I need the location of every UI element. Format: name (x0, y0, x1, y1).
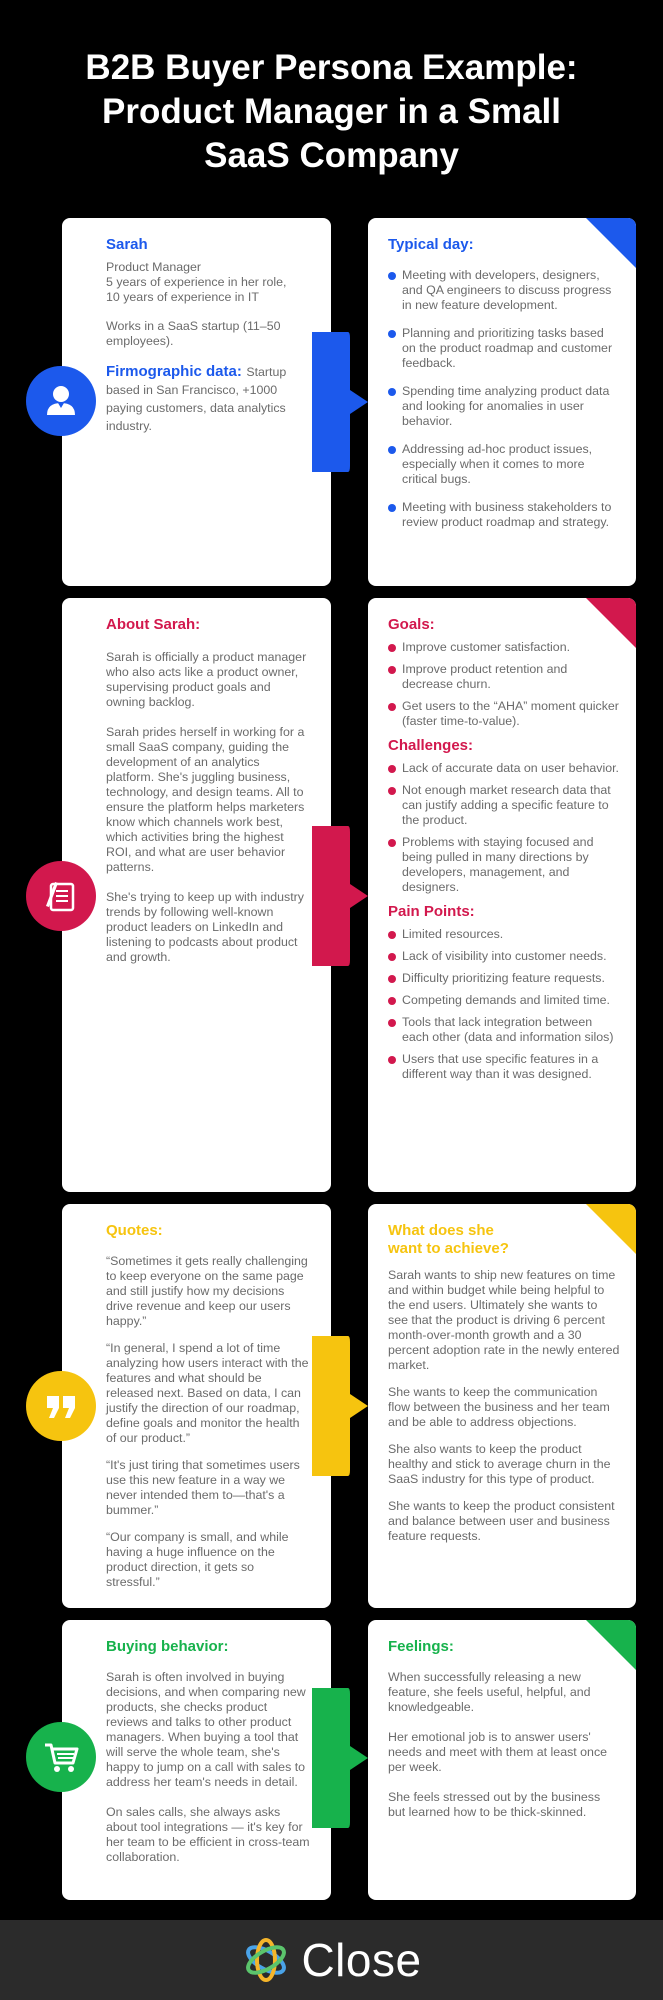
document-pen-icon (26, 861, 96, 931)
typical-day-card (368, 218, 636, 586)
title-line: Product Manager in a Small (102, 92, 561, 131)
list-item: Problems with staying focused and being pulled in many directions by developers, management, and designers. (388, 835, 620, 895)
profile-line: 5 years of experience in her role, (106, 275, 287, 289)
list-item: Not enough market research data that can justify adding a specific feature to the product. (388, 783, 620, 828)
list-item: Addressing ad-hoc product issues, especially when it comes to more critical bugs. (388, 442, 620, 487)
page-title (0, 46, 663, 178)
firmographic (106, 363, 311, 435)
profile-card (62, 218, 331, 586)
connector-bracket (312, 1688, 372, 1828)
feelings-card (368, 1620, 636, 1900)
firmographic-label: Firmographic data: (106, 363, 242, 380)
corner-accent (586, 1620, 636, 1670)
pain-points-heading: Pain Points: (388, 903, 475, 920)
about-heading: About Sarah: (106, 616, 201, 633)
list-item: Improve product retention and decrease churn. (388, 662, 620, 692)
about-paragraph: She's trying to keep up with industry trends by following well-known product leaders on LinkedIn and listening to podcasts about product and growth. (106, 890, 304, 964)
quotes-heading: Quotes: (106, 1222, 163, 1239)
quote-text: “It's just tiring that sometimes users use this new feature in a way we never intended them to—that's a bummer.” (106, 1458, 300, 1517)
list-item: Meeting with business stakeholders to review product roadmap and strategy. (388, 500, 620, 530)
buying-paragraph: Sarah is often involved in buying decisions, and when comparing new products, she checks product reviews and talks to other product managers. When buying a tool that will serve the whole team, she's happy to jump on a call with sales to address her team's needs in detail. (106, 1670, 306, 1789)
profile-line: Product Manager (106, 260, 202, 274)
quote-text: “Our company is small, and while having a huge influence on the product direction, it gets so stressful.” (106, 1530, 289, 1589)
challenges-heading: Challenges: (388, 737, 474, 754)
list-item: Tools that lack integration between each other (data and information silos) (388, 1015, 620, 1045)
achieve-card (368, 1204, 636, 1608)
title-line: B2B Buyer Persona Example: (85, 48, 578, 87)
user-icon (26, 366, 96, 436)
profile-company: Works in a SaaS startup (11–50 employees). (106, 319, 281, 348)
connector-bracket (312, 1336, 372, 1476)
shopping-cart-icon (26, 1722, 96, 1792)
footer (0, 1920, 663, 2000)
achieve-paragraph: She wants to keep the communication flow between the business and her team and be able to address objections. (388, 1385, 610, 1429)
goals-card (368, 598, 636, 1192)
achieve-paragraph: Sarah wants to ship new features on time and within budget while being helpful to the end users. Ultimately she wants to see that the product is driving 6 percent month-over-month growth and a 30 percent adoption rate in the newly entered market. (388, 1268, 620, 1372)
connector-bracket (312, 332, 372, 472)
about-paragraph: Sarah prides herself in working for a small SaaS company, guiding the development of an analytics platform. She's juggling business, technology, and design teams. All to ensure the platform helps marketers know which channels work best, which activities bring the highest ROI, and what are user behavior patterns. (106, 725, 305, 874)
list-item: Meeting with developers, designers, and QA engineers to discuss progress in new feature development. (388, 268, 620, 313)
quote-text: “In general, I spend a lot of time analyzing how users interact with the features and what should be released next. Based on data, I can justify the direction of our roadmap, define goals and monitor the health of our product.” (106, 1341, 309, 1445)
list-item: Users that use specific features in a different way than it was designed. (388, 1052, 620, 1082)
buying-heading: Buying behavior: (106, 1638, 229, 1655)
brand-name: Close (301, 1934, 422, 1986)
list-item: Competing demands and limited time. (388, 993, 620, 1008)
goals-heading: Goals: (388, 616, 435, 633)
list-item: Improve customer satisfaction. (388, 640, 620, 655)
close-logo-icon (241, 1935, 291, 1985)
firmographic-text: Startup based in San Francisco, +1000 paying customers, data analytics industry. (106, 365, 287, 433)
list-item: Difficulty prioritizing feature requests. (388, 971, 620, 986)
list-item: Planning and prioritizing tasks based on the product roadmap and customer feedback. (388, 326, 620, 371)
profile-line: 10 years of experience in IT (106, 290, 259, 304)
list-item: Spending time analyzing product data and looking for anomalies in user behavior. (388, 384, 620, 429)
feelings-paragraph: Her emotional job is to answer users' needs and meet with them at least once per week. (388, 1730, 608, 1774)
quotes-card (62, 1204, 331, 1608)
profile-name: Sarah (106, 236, 148, 253)
profile-role (106, 260, 311, 305)
typical-day-heading: Typical day: (388, 236, 474, 253)
achieve-paragraph: She also wants to keep the product healthy and stick to average churn in the SaaS industry for this type of product. (388, 1442, 611, 1486)
quote-icon (26, 1371, 96, 1441)
about-paragraph: Sarah is officially a product manager who also acts like a product owner, supervising product goals and owning backlog. (106, 650, 307, 709)
quote-text: “Sometimes it gets really challenging to keep everyone on the same page and still justify how my decisions drive revenue and keep our users happy.” (106, 1254, 308, 1328)
about-card (62, 598, 331, 1192)
corner-accent (586, 1204, 636, 1254)
connector-bracket (312, 826, 372, 966)
title-line: SaaS Company (204, 136, 459, 175)
buying-card (62, 1620, 331, 1900)
achieve-paragraph: She wants to keep the product consistent and balance between user and business feature requests. (388, 1499, 615, 1543)
list-item: Lack of accurate data on user behavior. (388, 761, 620, 776)
list-item: Limited resources. (388, 927, 620, 942)
list-item: Lack of visibility into customer needs. (388, 949, 620, 964)
feelings-paragraph: When successfully releasing a new feature, she feels useful, helpful, and knowledgeable. (388, 1670, 591, 1714)
buying-paragraph: On sales calls, she always asks about tool integrations — it's key for her team to be efficient in cross-team collaboration. (106, 1805, 310, 1864)
list-item: Get users to the “AHA” moment quicker (faster time-to-value). (388, 699, 620, 729)
achieve-heading: What does she want to achieve? (388, 1222, 509, 1257)
feelings-heading: Feelings: (388, 1638, 454, 1655)
feelings-paragraph: She feels stressed out by the business but learned how to be thick-skinned. (388, 1790, 601, 1819)
corner-accent (586, 218, 636, 268)
